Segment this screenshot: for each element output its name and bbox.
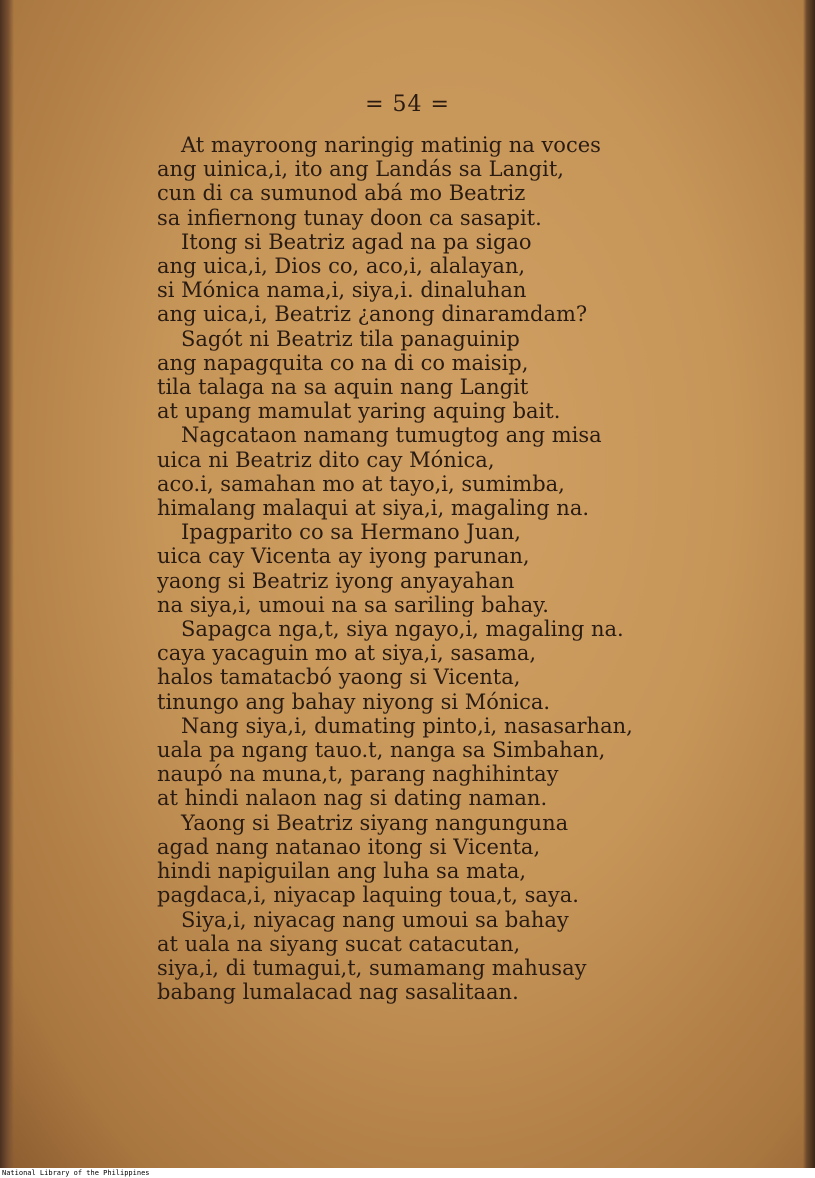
stanza [157,230,657,327]
verse-line: babang lumalacad nag sasalitaan. [157,980,519,1005]
stanza [157,714,657,811]
verse-line: himalang malaqui at siya,i, magaling na. [157,496,590,521]
verse-line: hindi napiguilan ang luha sa mata, [157,859,527,884]
verse-line: Siya,i, niyacag nang umoui sa bahay [181,907,569,932]
verse-line: at hindi nalaon nag si dating naman. [157,786,548,811]
verse-line: tila talaga na sa aquin nang Langit [157,375,529,400]
verse-line: siya,i, di tumagui,t, sumamang mahusay [157,955,587,980]
verse-line: na siya,i, umoui na sa sariling bahay. [157,592,549,617]
verse-line: ang napagquita co na di co maisip, [157,350,529,375]
stanza [157,133,657,230]
verse-line: tinungo ang bahay niyong si Mónica. [157,689,551,714]
stanza [157,520,657,617]
verse-line: pagdaca,i, niyacap laquing toua,t, saya. [157,883,579,908]
verse-line: uica ni Beatriz dito cay Mónica, [157,447,495,472]
stanza [157,617,657,714]
verse-line: agad nang natanao itong si Vicenta, [157,834,541,859]
page-left-edge [0,0,14,1168]
page-number: = 54 = [365,92,450,117]
verse-line: halos tamatacbó yaong si Vicenta, [157,665,521,690]
verse-line: si Mónica nama,i, siya,i. dinaluhan [157,278,527,303]
page-right-edge [803,0,815,1168]
verse-line: Itong si Beatriz agad na pa sigao [181,229,532,254]
verse-line: At mayroong naringig matinig na voces [181,133,601,157]
verse-line: Ipagparito co sa Hermano Juan, [181,520,521,545]
verse-line: aco.i, samahan mo at tayo,i, sumimba, [157,471,565,496]
verse-line: Nang siya,i, dumating pinto,i, nasasarhan, [181,713,633,738]
verse-line: Nagcataon namang tumugtog ang misa [181,423,602,448]
verse-line: Yaong si Beatriz siyang nangunguna [181,810,569,835]
library-credit: National Library of the Philippines [2,1169,150,1177]
verse-line: Sapagca nga,t, siya ngayo,i, magaling na. [181,617,624,642]
verse-line: sa infiernong tunay doon ca sasapit. [157,205,542,230]
verse-line: ang uica,i, Beatriz ¿anong dinaramdam? [157,302,588,327]
verse-line: yaong si Beatriz iyong anyayahan [157,568,515,593]
verse-line: at uala na siyang sucat catacutan, [157,931,521,956]
stanza [157,908,657,1005]
verse-line: caya yacaguin mo at siya,i, sasama, [157,641,537,666]
stanza [157,327,657,424]
verse-line: ang uinica,i, ito ang Landás sa Langit, [157,157,564,182]
stanza [157,811,657,908]
poem-text [157,133,657,1004]
verse-line: naupó na muna,t, parang naghihintay [157,762,559,787]
verse-line: at upang mamulat yaring aquing bait. [157,399,561,424]
verse-line: ang uica,i, Dios co, aco,i, alalayan, [157,254,526,279]
verse-line: uala pa ngang tauo.t, nanga sa Simbahan, [157,738,606,763]
stanza [157,423,657,520]
verse-line: uica cay Vicenta ay iyong parunan, [157,544,530,569]
verse-line: cun di ca sumunod abá mo Beatriz [157,181,526,206]
verse-line: Sagót ni Beatriz tila panaguinip [181,326,520,351]
